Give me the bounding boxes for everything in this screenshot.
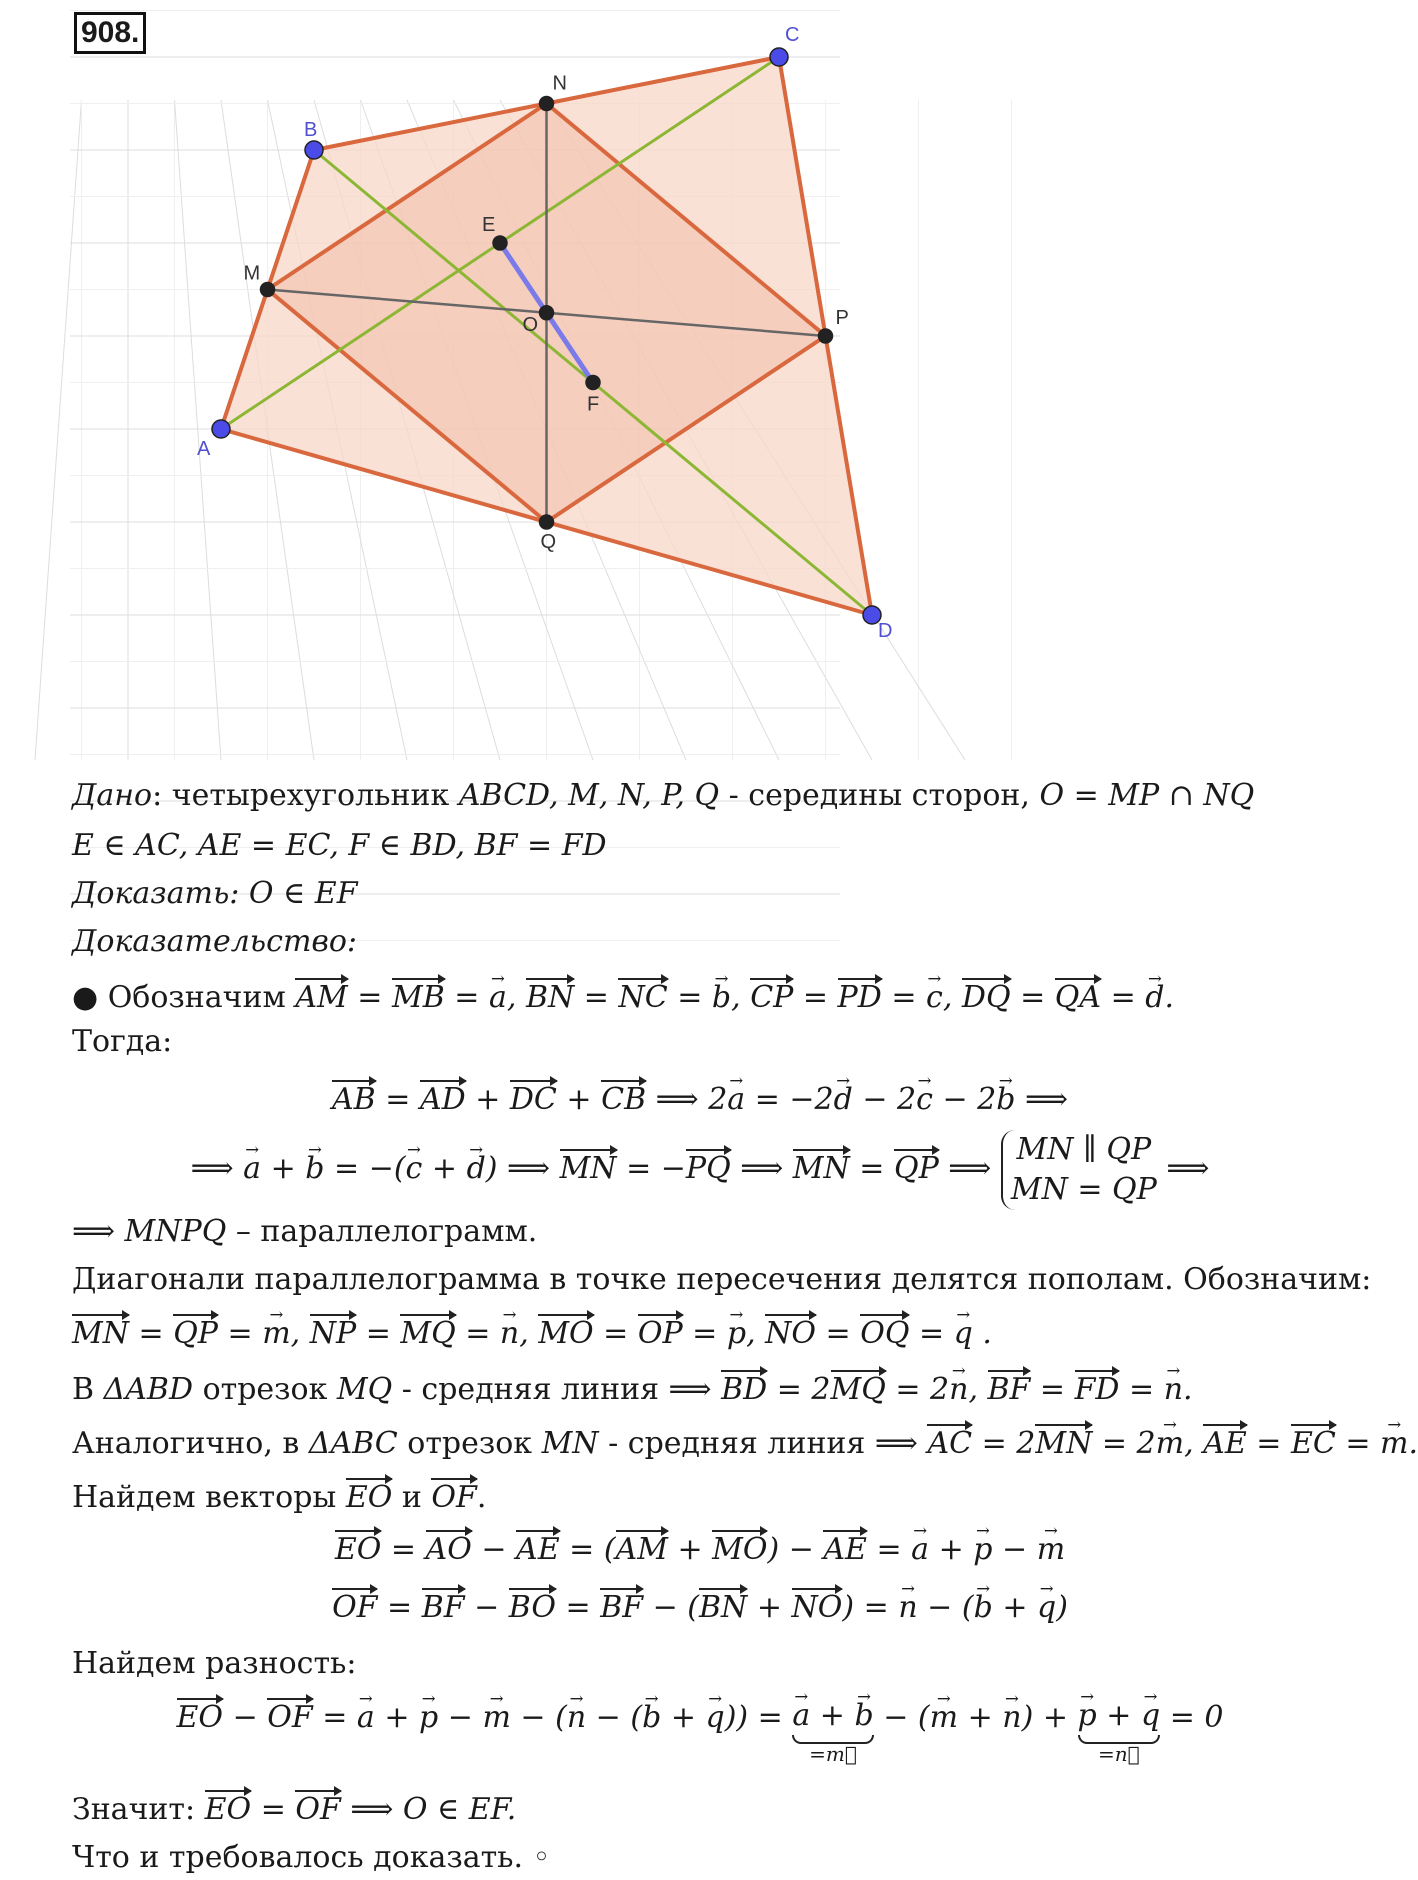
problem-number: 908. bbox=[74, 12, 146, 54]
point-M bbox=[261, 283, 275, 297]
label-E: E bbox=[482, 214, 496, 236]
diag-line: Диагонали параллелограмма в точке пересечения делятся пополам. Обозначим: bbox=[72, 1262, 1372, 1297]
label-F: F bbox=[587, 393, 600, 416]
point-F bbox=[586, 376, 600, 390]
point-B bbox=[305, 141, 323, 159]
label-N: N bbox=[552, 72, 567, 95]
point-A bbox=[212, 420, 230, 438]
denote2-line: MN = QP = → m, NP = MQ = → n, MO = OP = → p, NO = OQ = → q . bbox=[72, 1314, 992, 1351]
abc-line: Аналогично, в ΔABC отрезок MN - средняя линия ⟹ AC = 2MN = 2→ m, AE = EC = → m. bbox=[72, 1424, 1418, 1461]
point-E bbox=[493, 236, 507, 250]
label-D: D bbox=[878, 620, 893, 642]
given-label: Дано bbox=[72, 778, 153, 813]
label-B: B bbox=[304, 119, 318, 141]
eq-diff: EO − OF = → a + → p − → m − (→ n − (→ b + → q)) = → a + → b =m⃗ − (→ m + → n) + → p + → q =n⃗ = 0 bbox=[0, 1698, 1400, 1764]
point-O bbox=[540, 306, 554, 320]
eq-of: OF = BF − BO = BF − (BN + NO) = → n − (→ b + → q) bbox=[0, 1588, 1400, 1625]
point-Q bbox=[540, 515, 554, 529]
eq-mn: ⟹ → a + → b = −(→ c + → d) ⟹ MN = −PQ ⟹ MN = QP ⟹ MN ∥ QP MN = QP ⟹ bbox=[0, 1130, 1400, 1210]
parallelogram-line: ⟹ MNPQ – параллелограмм. bbox=[72, 1214, 538, 1249]
eq-ab: AB = AD + DC + CB ⟹ 2→ a = −2→ d − 2→ c − 2→ b ⟹ bbox=[0, 1080, 1400, 1117]
label-C: C bbox=[785, 24, 800, 46]
label-M: M bbox=[243, 262, 261, 285]
prove-line: Доказать: O ∈ EF bbox=[72, 876, 358, 911]
label-Q: Q bbox=[540, 531, 557, 553]
label-A: A bbox=[197, 438, 211, 460]
point-N bbox=[540, 97, 554, 111]
qed-line: Что и требовалось доказать. ◦ bbox=[72, 1840, 551, 1875]
find-diff-line: Найдем разность: bbox=[72, 1646, 357, 1681]
hence-line: Значит: EO = OF ⟹ O ∈ EF. bbox=[72, 1792, 517, 1827]
eq-eo: EO = AO − AE = (AM + MO) − AE = → a + → p − → m bbox=[0, 1530, 1400, 1567]
abd-line: В ΔABD отрезок MQ - средняя линия ⟹ BD = 2MQ = 2→ n, BF = FD = → n. bbox=[72, 1370, 1193, 1407]
given-line-1: Дано: четырехугольник ABCD, M, N, P, Q - середины сторон, O = MP ∩ NQ bbox=[72, 778, 1255, 813]
denote-line: ● Обозначим AM = MB = → a, BN = NC = → b, CP = PD = → c, DQ = QA = → d. bbox=[72, 978, 1174, 1015]
then-line: Тогда: bbox=[72, 1024, 173, 1059]
point-C bbox=[770, 48, 788, 66]
label-P: P bbox=[835, 307, 849, 329]
label-O: O bbox=[522, 313, 539, 336]
point-P bbox=[819, 329, 833, 343]
find-vectors-line: Найдем векторы EO и OF. bbox=[72, 1480, 487, 1515]
given-line-2: E ∈ AC, AE = EC, F ∈ BD, BF = FD bbox=[72, 828, 607, 863]
proof-label: Доказательство: bbox=[72, 924, 358, 959]
